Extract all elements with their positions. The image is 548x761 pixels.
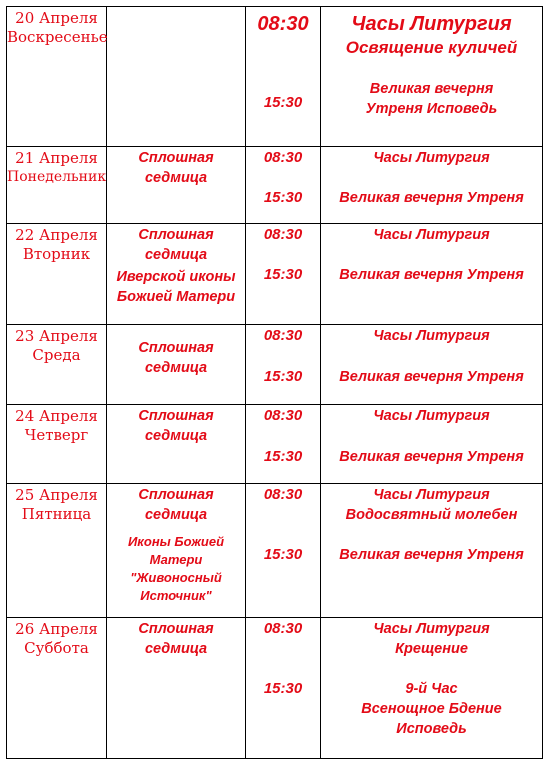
service-line: Часы Литургия [373, 408, 490, 424]
date-label: 24 Апреля [15, 407, 98, 425]
weekday-label: Понедельник [7, 169, 107, 185]
service-line: Водосвятный молебен [345, 507, 518, 523]
time-1: 08:30 [263, 149, 303, 166]
feast-line: Иверской иконы [116, 269, 236, 285]
time-cell [246, 618, 321, 759]
time-cell [246, 484, 321, 618]
date-cell [7, 405, 107, 484]
time-2: 15:30 [263, 266, 303, 283]
week-line: Сплошная [138, 487, 214, 503]
service-line: Часы Литургия [373, 621, 490, 637]
table-row [7, 7, 543, 147]
weekday-label: Суббота [24, 639, 89, 657]
service-line: Великая вечерня Утреня [339, 449, 524, 465]
table-row [7, 325, 543, 405]
week-line: седмица [144, 170, 208, 186]
service-line: Часы Литургия [373, 487, 490, 503]
time-2: 15:30 [263, 94, 303, 111]
service-line: Крещение [395, 641, 468, 657]
feast-line: Иконы Божией [127, 534, 225, 549]
feast-line: Матери [149, 552, 203, 567]
service-line: 9-й Час [405, 681, 458, 697]
time-1: 08:30 [263, 327, 303, 344]
week-line: Сплошная [138, 408, 214, 424]
time-1: 08:30 [257, 13, 309, 35]
week-line: седмица [144, 247, 208, 263]
date-cell [7, 484, 107, 618]
feast-line: Божией Матери [116, 289, 236, 305]
date-label: 25 Апреля [15, 486, 98, 504]
service-line: Освящение куличей [345, 38, 518, 57]
week-line: седмица [144, 428, 208, 444]
service-line: Великая вечерня Утреня [339, 547, 524, 563]
services-cell [321, 618, 543, 759]
week-cell [107, 224, 246, 325]
services-cell [321, 7, 543, 147]
date-label: 23 Апреля [15, 327, 98, 345]
services-cell [321, 405, 543, 484]
week-cell [107, 7, 246, 147]
service-line: Великая вечерня Утреня [339, 267, 524, 283]
time-cell [246, 325, 321, 405]
service-line: Часы Литургия [373, 150, 490, 166]
services-cell [321, 224, 543, 325]
time-2: 15:30 [263, 448, 303, 465]
weekday-label: Воскресенье [7, 28, 108, 46]
time-2: 15:30 [263, 189, 303, 206]
time-cell [246, 7, 321, 147]
time-1: 08:30 [263, 620, 303, 637]
week-cell [107, 405, 246, 484]
service-line: Исповедь [396, 721, 467, 737]
week-line: седмица [144, 507, 208, 523]
date-cell [7, 7, 107, 147]
week-cell [107, 147, 246, 224]
service-line: Часы Литургия [373, 328, 490, 344]
time-2: 15:30 [263, 546, 303, 563]
time-2: 15:30 [263, 368, 303, 385]
service-line: Великая вечерня Утреня [339, 190, 524, 206]
service-line: Великая вечерня Утреня [339, 369, 524, 385]
week-cell [107, 325, 246, 405]
time-1: 08:30 [263, 407, 303, 424]
date-cell [7, 325, 107, 405]
date-cell [7, 224, 107, 325]
time-cell [246, 405, 321, 484]
date-label: 20 Апреля [15, 9, 98, 27]
week-line: Сплошная [138, 621, 214, 637]
service-line: Великая вечерня [369, 81, 494, 97]
week-line: седмица [144, 360, 208, 376]
table-row [7, 147, 543, 224]
time-1: 08:30 [263, 486, 303, 503]
weekday-label: Четверг [24, 426, 89, 444]
week-cell [107, 484, 246, 618]
time-2: 15:30 [263, 680, 303, 697]
service-line: Всенощное Бдение [361, 701, 502, 717]
table-row [7, 618, 543, 759]
services-cell [321, 325, 543, 405]
weekday-label: Пятница [21, 505, 92, 523]
weekday-label: Вторник [22, 245, 91, 263]
week-line: Сплошная [138, 227, 214, 243]
date-label: 22 Апреля [15, 226, 98, 244]
week-line: Сплошная [138, 340, 214, 356]
date-cell [7, 618, 107, 759]
time-cell [246, 147, 321, 224]
time-1: 08:30 [263, 226, 303, 243]
schedule-table [6, 6, 543, 759]
week-line: седмица [144, 641, 208, 657]
table-row [7, 484, 543, 618]
services-cell [321, 484, 543, 618]
weekday-label: Среда [32, 346, 81, 364]
service-line: Утреня Исповедь [365, 101, 498, 117]
service-line: Часы Литургия [351, 13, 512, 35]
service-line: Часы Литургия [373, 227, 490, 243]
services-cell [321, 147, 543, 224]
week-line: Сплошная [138, 150, 214, 166]
date-cell [7, 147, 107, 224]
table-row [7, 224, 543, 325]
date-label: 26 Апреля [15, 620, 98, 638]
week-cell [107, 618, 246, 759]
date-label: 21 Апреля [15, 149, 98, 167]
feast-line: "Живоносный [130, 570, 222, 585]
table-row [7, 405, 543, 484]
time-cell [246, 224, 321, 325]
feast-line: Источник" [140, 588, 212, 603]
